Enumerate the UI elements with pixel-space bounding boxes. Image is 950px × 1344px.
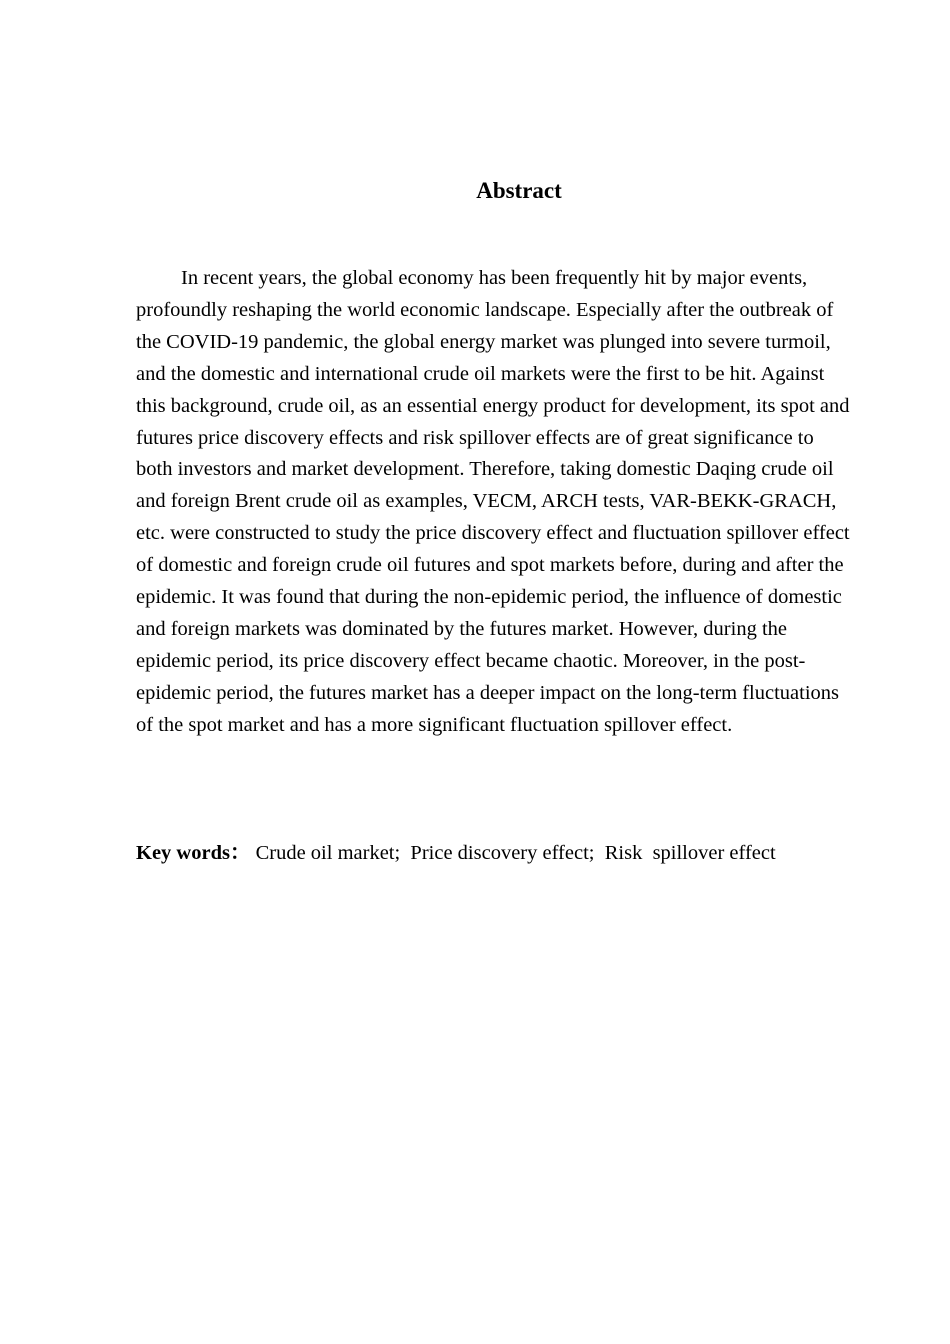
abstract-title: Abstract — [476, 178, 562, 203]
keywords-label: Key words： — [136, 842, 251, 864]
keywords-line — [136, 837, 896, 869]
abstract-paragraph: In recent years, the global economy has been frequently hit by major events, profoundly reshaping the world economic landscape. Especially after the outbreak of the COVID-19 pandemic, the global energy market was plunged into severe turmoil, and the domestic and international crude oil markets were the first to be hit. Against this background, crude oil, as an essential energy product for development, its spot and futures price discovery effects and risk spillover effects are of great significance to both investors and market development. Therefore, taking domestic Daqing crude oil and foreign Brent crude oil as examples, VECM, ARCH tests, VAR-BEKK-GRACH, etc. were constructed to study the price discovery effect and fluctuation spillover effect of domestic and foreign crude oil futures and spot markets before, during and after the epidemic. It was found that during the non-epidemic period, the influence of domestic and foreign markets was dominated by the futures market. However, during the epidemic period, its price discovery effect became chaotic. Moreover, in the post-epidemic period, the futures market has a deeper impact on the long-term fluctuations of the spot market and has a more significant fluctuation spillover effect. — [136, 267, 850, 736]
keywords-values: Crude oil market; Price discovery effect; Risk spillover effect — [250, 842, 776, 864]
